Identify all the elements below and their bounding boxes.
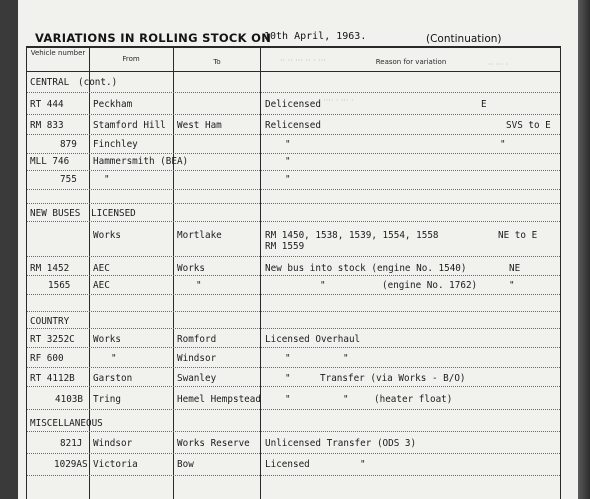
table-top-rule — [26, 46, 561, 48]
ditto-mark: " — [343, 394, 349, 405]
reason-text: Relicensed — [265, 120, 321, 131]
column-header-from: From — [122, 55, 140, 63]
reason-text: Licensed — [265, 459, 310, 470]
section-heading-central: CENTRAL — [30, 77, 70, 88]
ditto-mark: " — [500, 139, 506, 150]
row-separator — [27, 170, 560, 171]
reason-text: New bus into stock (engine No. 1540) — [265, 263, 467, 274]
garage-code: SVS to E — [506, 120, 551, 131]
section-heading-new-buses: NEW BUSES — [30, 208, 81, 219]
section-heading-country: COUNTRY — [30, 316, 70, 327]
vehicle-number: RT 4112B — [30, 373, 75, 384]
reason-text: Unlicensed Transfer (ODS 3) — [265, 438, 417, 449]
ditto-mark: " — [104, 174, 110, 185]
vehicle-number: RF 600 — [30, 353, 64, 364]
ditto-mark: " — [285, 373, 291, 384]
vehicle-number: 821J — [60, 438, 83, 449]
to-location: Windsor — [177, 353, 217, 364]
ditto-mark: " — [111, 353, 117, 364]
row-separator — [27, 431, 560, 432]
from-location: Hammersmith (BEA) — [93, 156, 189, 167]
to-location: West Ham — [177, 120, 222, 131]
ditto-mark: " — [196, 280, 202, 291]
reason-text: (heater float) — [374, 394, 453, 405]
section-heading-cont: (cont.) — [78, 77, 118, 88]
vehicle-number: 4103B — [55, 394, 83, 405]
row-separator — [27, 92, 560, 93]
continuation-label: (Continuation) — [426, 33, 502, 45]
bleed-through-text: ·· ··· · — [488, 60, 509, 69]
reason-text: Licensed Overhaul — [265, 334, 361, 345]
row-separator — [27, 134, 560, 135]
from-location: AEC — [93, 280, 110, 291]
row-separator — [27, 114, 560, 115]
ditto-mark: " — [360, 459, 366, 470]
to-location: Works — [177, 263, 205, 274]
vehicle-number: 755 — [60, 174, 77, 185]
bleed-through-text: · ···· · ··· · — [318, 96, 354, 105]
bleed-through-text: ·· ·· ··· ·· · ··· — [280, 56, 326, 65]
scan-edge-shadow — [578, 0, 590, 499]
from-location: Peckham — [93, 99, 133, 110]
vehicle-number: MLL 746 — [30, 156, 70, 167]
from-location: Works — [93, 334, 121, 345]
document-title: VARIATIONS IN ROLLING STOCK ON — [35, 31, 272, 45]
from-location: Finchley — [93, 139, 138, 150]
row-separator — [27, 189, 560, 190]
vehicle-number: 1565 — [48, 280, 71, 291]
vehicle-number: RM 833 — [30, 120, 64, 131]
row-separator — [27, 386, 560, 387]
row-separator — [27, 153, 560, 154]
garage-code: E — [481, 99, 487, 110]
row-separator — [27, 256, 560, 257]
row-separator — [27, 347, 560, 348]
from-location: Victoria — [93, 459, 138, 470]
garage-code: NE to E — [498, 230, 538, 241]
document-page — [18, 0, 578, 499]
ditto-mark: " — [285, 174, 291, 185]
table-right-rule — [560, 46, 561, 499]
section-heading-miscellaneous: MISCELLANEOUS — [30, 418, 103, 429]
to-location: Swanley — [177, 373, 217, 384]
ditto-mark: " — [343, 353, 349, 364]
to-location: Works Reserve — [177, 438, 250, 449]
from-location: Garston — [93, 373, 133, 384]
vehicle-number: 1029AS — [54, 459, 88, 470]
ditto-mark: " — [285, 139, 291, 150]
row-separator — [27, 203, 560, 204]
reason-text: RM 1450, 1538, 1539, 1554, 1558 — [265, 230, 439, 241]
row-separator — [27, 311, 560, 312]
reason-text: (engine No. 1762) — [382, 280, 478, 291]
to-location: Bow — [177, 459, 194, 470]
from-location: AEC — [93, 263, 110, 274]
row-separator — [27, 328, 560, 329]
ditto-mark: " — [285, 394, 291, 405]
column-header-to: To — [213, 58, 221, 66]
column-header-reason: Reason for variation — [375, 58, 447, 66]
to-location: Hemel Hempstead — [177, 394, 261, 405]
vehicle-number: 879 — [60, 139, 77, 150]
row-separator — [27, 475, 560, 476]
ditto-mark: " — [320, 280, 326, 291]
reason-text: Delicensed — [265, 99, 321, 110]
reason-text: Transfer (via Works - B/O) — [320, 373, 466, 384]
to-location: Romford — [177, 334, 217, 345]
from-location: Tring — [93, 394, 121, 405]
from-location: Windsor — [93, 438, 133, 449]
ditto-mark: " — [509, 280, 515, 291]
reason-text-continued: RM 1559 — [265, 241, 305, 252]
row-separator — [27, 294, 560, 295]
document-date: 10th April, 1963. — [264, 31, 367, 42]
vehicle-number: RT 3252C — [30, 334, 75, 345]
header-bottom-rule — [26, 71, 561, 72]
vehicle-number: RM 1452 — [30, 263, 70, 274]
section-heading-licensed: LICENSED — [91, 208, 136, 219]
row-separator — [27, 453, 560, 454]
column-header-vehicle: Vehicle number — [30, 49, 86, 57]
ditto-mark: " — [285, 353, 291, 364]
row-separator — [27, 367, 560, 368]
ditto-mark: " — [285, 156, 291, 167]
from-location: Stamford Hill — [93, 120, 166, 131]
from-location: Works — [93, 230, 121, 241]
row-separator — [27, 275, 560, 276]
to-location: Mortlake — [177, 230, 222, 241]
garage-code: NE — [509, 263, 521, 274]
row-separator — [27, 221, 560, 222]
vehicle-number: RT 444 — [30, 99, 64, 110]
row-separator — [27, 409, 560, 410]
